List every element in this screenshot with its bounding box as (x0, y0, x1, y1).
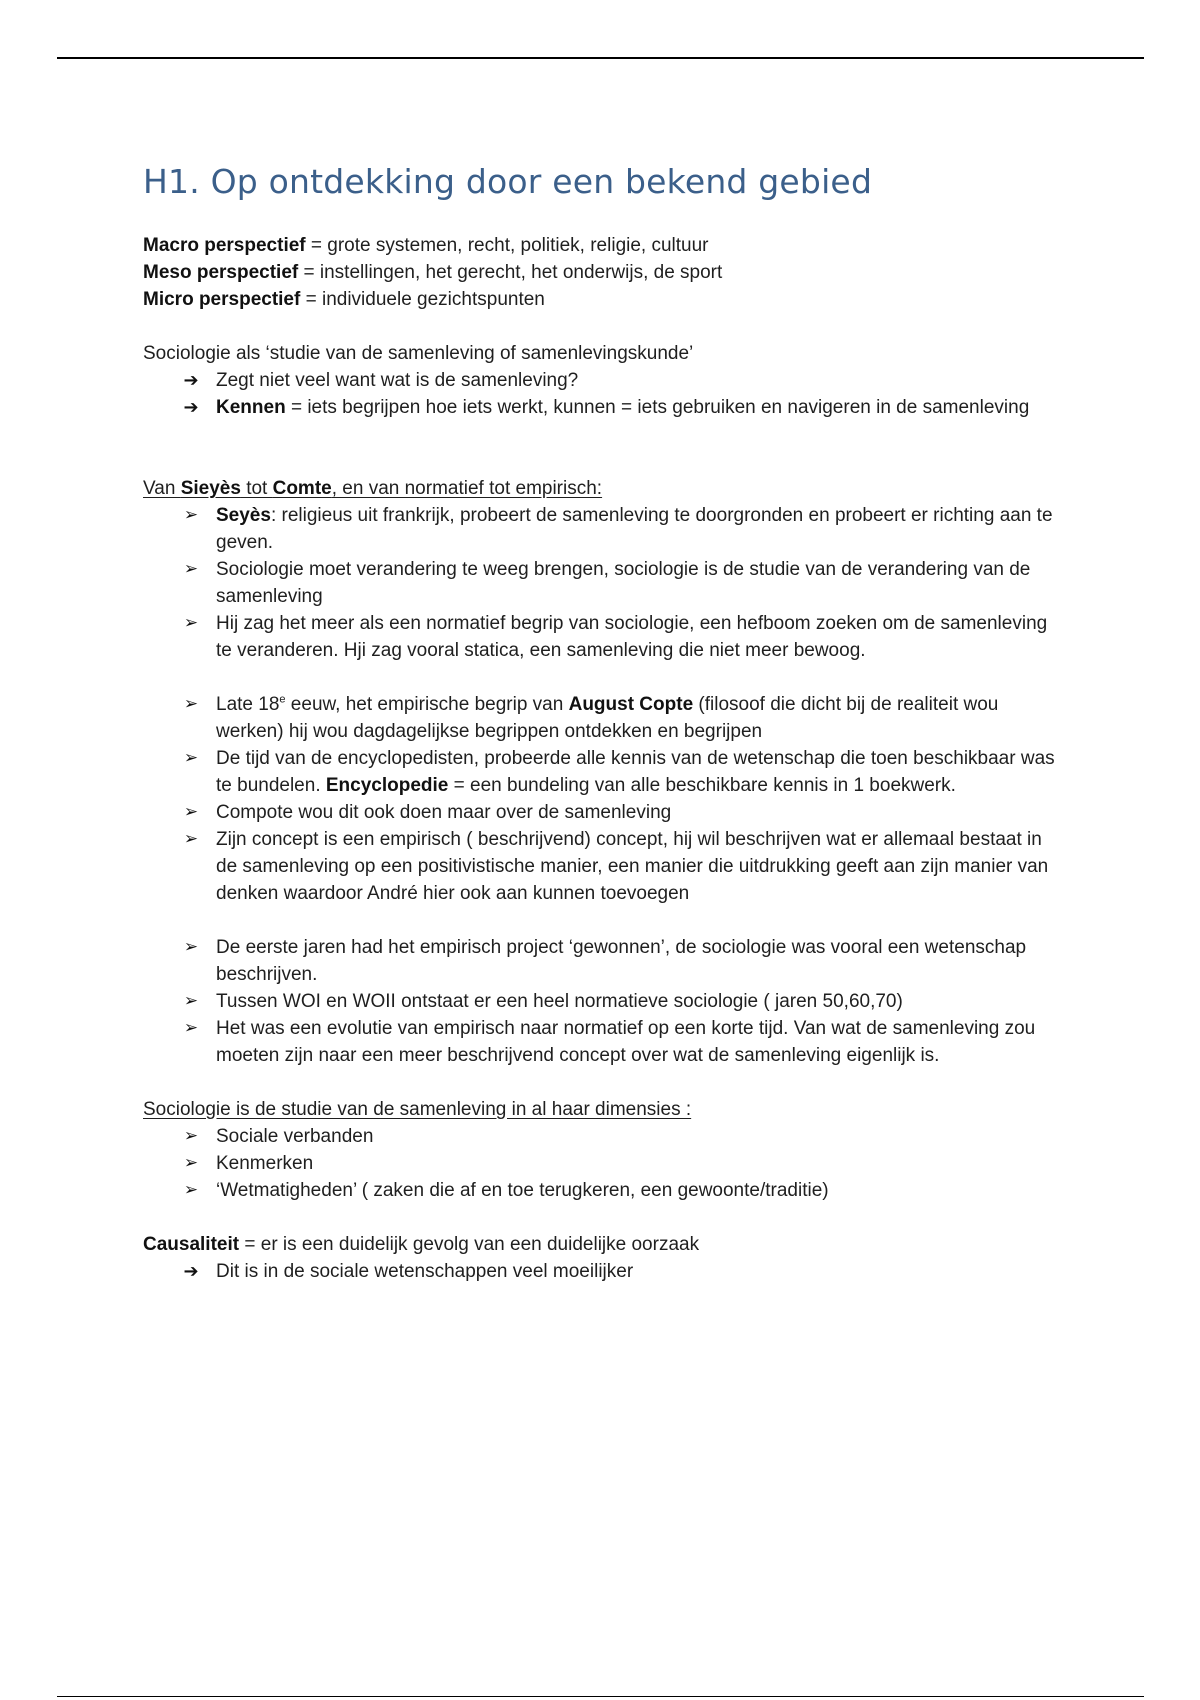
list-item: ➢ Tussen WOI en WOII ontstaat er een heel normatieve sociologie ( jaren 50,60,70) (143, 988, 1063, 1015)
comte-list (143, 691, 1063, 907)
chevron-bullet-icon: ➢ (183, 613, 199, 633)
arrow-icon: ➔ (183, 397, 199, 418)
chevron-bullet-icon: ➢ (183, 1126, 199, 1146)
intro-list (143, 367, 1063, 421)
definition-micro: Micro perspectief = individuele gezichtspunten (143, 289, 545, 310)
list-item: ➢ Kenmerken (143, 1150, 1063, 1177)
chevron-bullet-icon: ➢ (183, 1018, 199, 1038)
chevron-bullet-icon: ➢ (183, 748, 199, 768)
list-item: ➔ Kennen = iets begrijpen hoe iets werkt, kunnen = iets gebruiken en navigeren in de samenleving (143, 394, 1063, 421)
sieyes-list (143, 502, 1063, 664)
header-rule (57, 57, 1144, 59)
arrow-icon: ➔ (183, 1261, 199, 1282)
chevron-bullet-icon: ➢ (183, 505, 199, 525)
definition-causaliteit: Causaliteit = er is een duidelijk gevolg van een duidelijke oorzaak (143, 1234, 700, 1255)
dimensies-list (143, 1123, 1063, 1204)
list-item: ➢ Het was een evolutie van empirisch naar normatief op een korte tijd. Van wat de samenleving zou moeten zijn naar een meer beschrijvend concept over wat de samenleving eigenlijk is. (143, 1015, 1063, 1069)
list-item: ➢ Zijn concept is een empirisch ( beschrijvend) concept, hij wil beschrijven wat er allemaal bestaat in de samenleving op een positivistische manier, een manier die uitdrukking geeft aan zijn manier van denken waardoor André hier ook aan kunnen toevoegen (143, 826, 1063, 907)
definition-meso: Meso perspectief = instellingen, het gerecht, het onderwijs, de sport (143, 262, 723, 283)
document-body (143, 160, 1063, 1285)
chevron-bullet-icon: ➢ (183, 802, 199, 822)
list-item: ➢ Compote wou dit ook doen maar over de samenleving (143, 799, 1063, 826)
section-heading-dimensies: Sociologie is de studie van de samenleving in al haar dimensies : (143, 1099, 692, 1120)
list-item: ➢ ‘Wetmatigheden’ ( zaken die af en toe terugkeren, een gewoonte/traditie) (143, 1177, 1063, 1204)
list-item: ➢ Late 18e eeuw, het empirische begrip van August Copte (filosoof die dicht bij de realiteit wou werken) hij wou dagdagelijkse begrippen ontdekken en begrijpen (143, 691, 1063, 745)
chevron-bullet-icon: ➢ (183, 829, 199, 849)
list-item: ➔ Dit is in de sociale wetenschappen veel moeilijker (143, 1258, 1063, 1285)
footer-rule (57, 1696, 1144, 1697)
section-heading-sieyes: Van Sieyès tot Comte, en van normatief tot empirisch: (143, 478, 603, 499)
page-title: H1. Op ontdekking door een bekend gebied (143, 162, 873, 201)
chevron-bullet-icon: ➢ (183, 694, 199, 714)
arrow-icon: ➔ (183, 370, 199, 391)
chevron-bullet-icon: ➢ (183, 937, 199, 957)
chevron-bullet-icon: ➢ (183, 991, 199, 1011)
list-item: ➢ De tijd van de encyclopedisten, probeerde alle kennis van de wetenschap die toen beschikbaar was te bundelen. Encyclopedie = een bundeling van alle beschikbare kennis in 1 boekwerk. (143, 745, 1063, 799)
list-item: ➢ Seyès: religieus uit frankrijk, probeert de samenleving te doorgronden en probeert er richting aan te geven. (143, 502, 1063, 556)
list-item: ➢ Hij zag het meer als een normatief begrip van sociologie, een hefboom zoeken om de samenleving te veranderen. Hji zag vooral statica, een samenleving die niet meer bewoog. (143, 610, 1063, 664)
evolution-list (143, 934, 1063, 1069)
chevron-bullet-icon: ➢ (183, 1180, 199, 1200)
list-item: ➢ De eerste jaren had het empirisch project ‘gewonnen’, de sociologie was vooral een wetenschap beschrijven. (143, 934, 1063, 988)
chevron-bullet-icon: ➢ (183, 559, 199, 579)
list-item: ➢ Sociale verbanden (143, 1123, 1063, 1150)
sociologie-intro: Sociologie als ‘studie van de samenleving of samenlevingskunde’ (143, 343, 694, 364)
definition-macro: Macro perspectief = grote systemen, recht, politiek, religie, cultuur (143, 235, 709, 256)
causaliteit-list (143, 1258, 1063, 1285)
list-item: ➔ Zegt niet veel want wat is de samenleving? (143, 367, 1063, 394)
chevron-bullet-icon: ➢ (183, 1153, 199, 1173)
list-item: ➢ Sociologie moet verandering te weeg brengen, sociologie is de studie van de verandering van de samenleving (143, 556, 1063, 610)
